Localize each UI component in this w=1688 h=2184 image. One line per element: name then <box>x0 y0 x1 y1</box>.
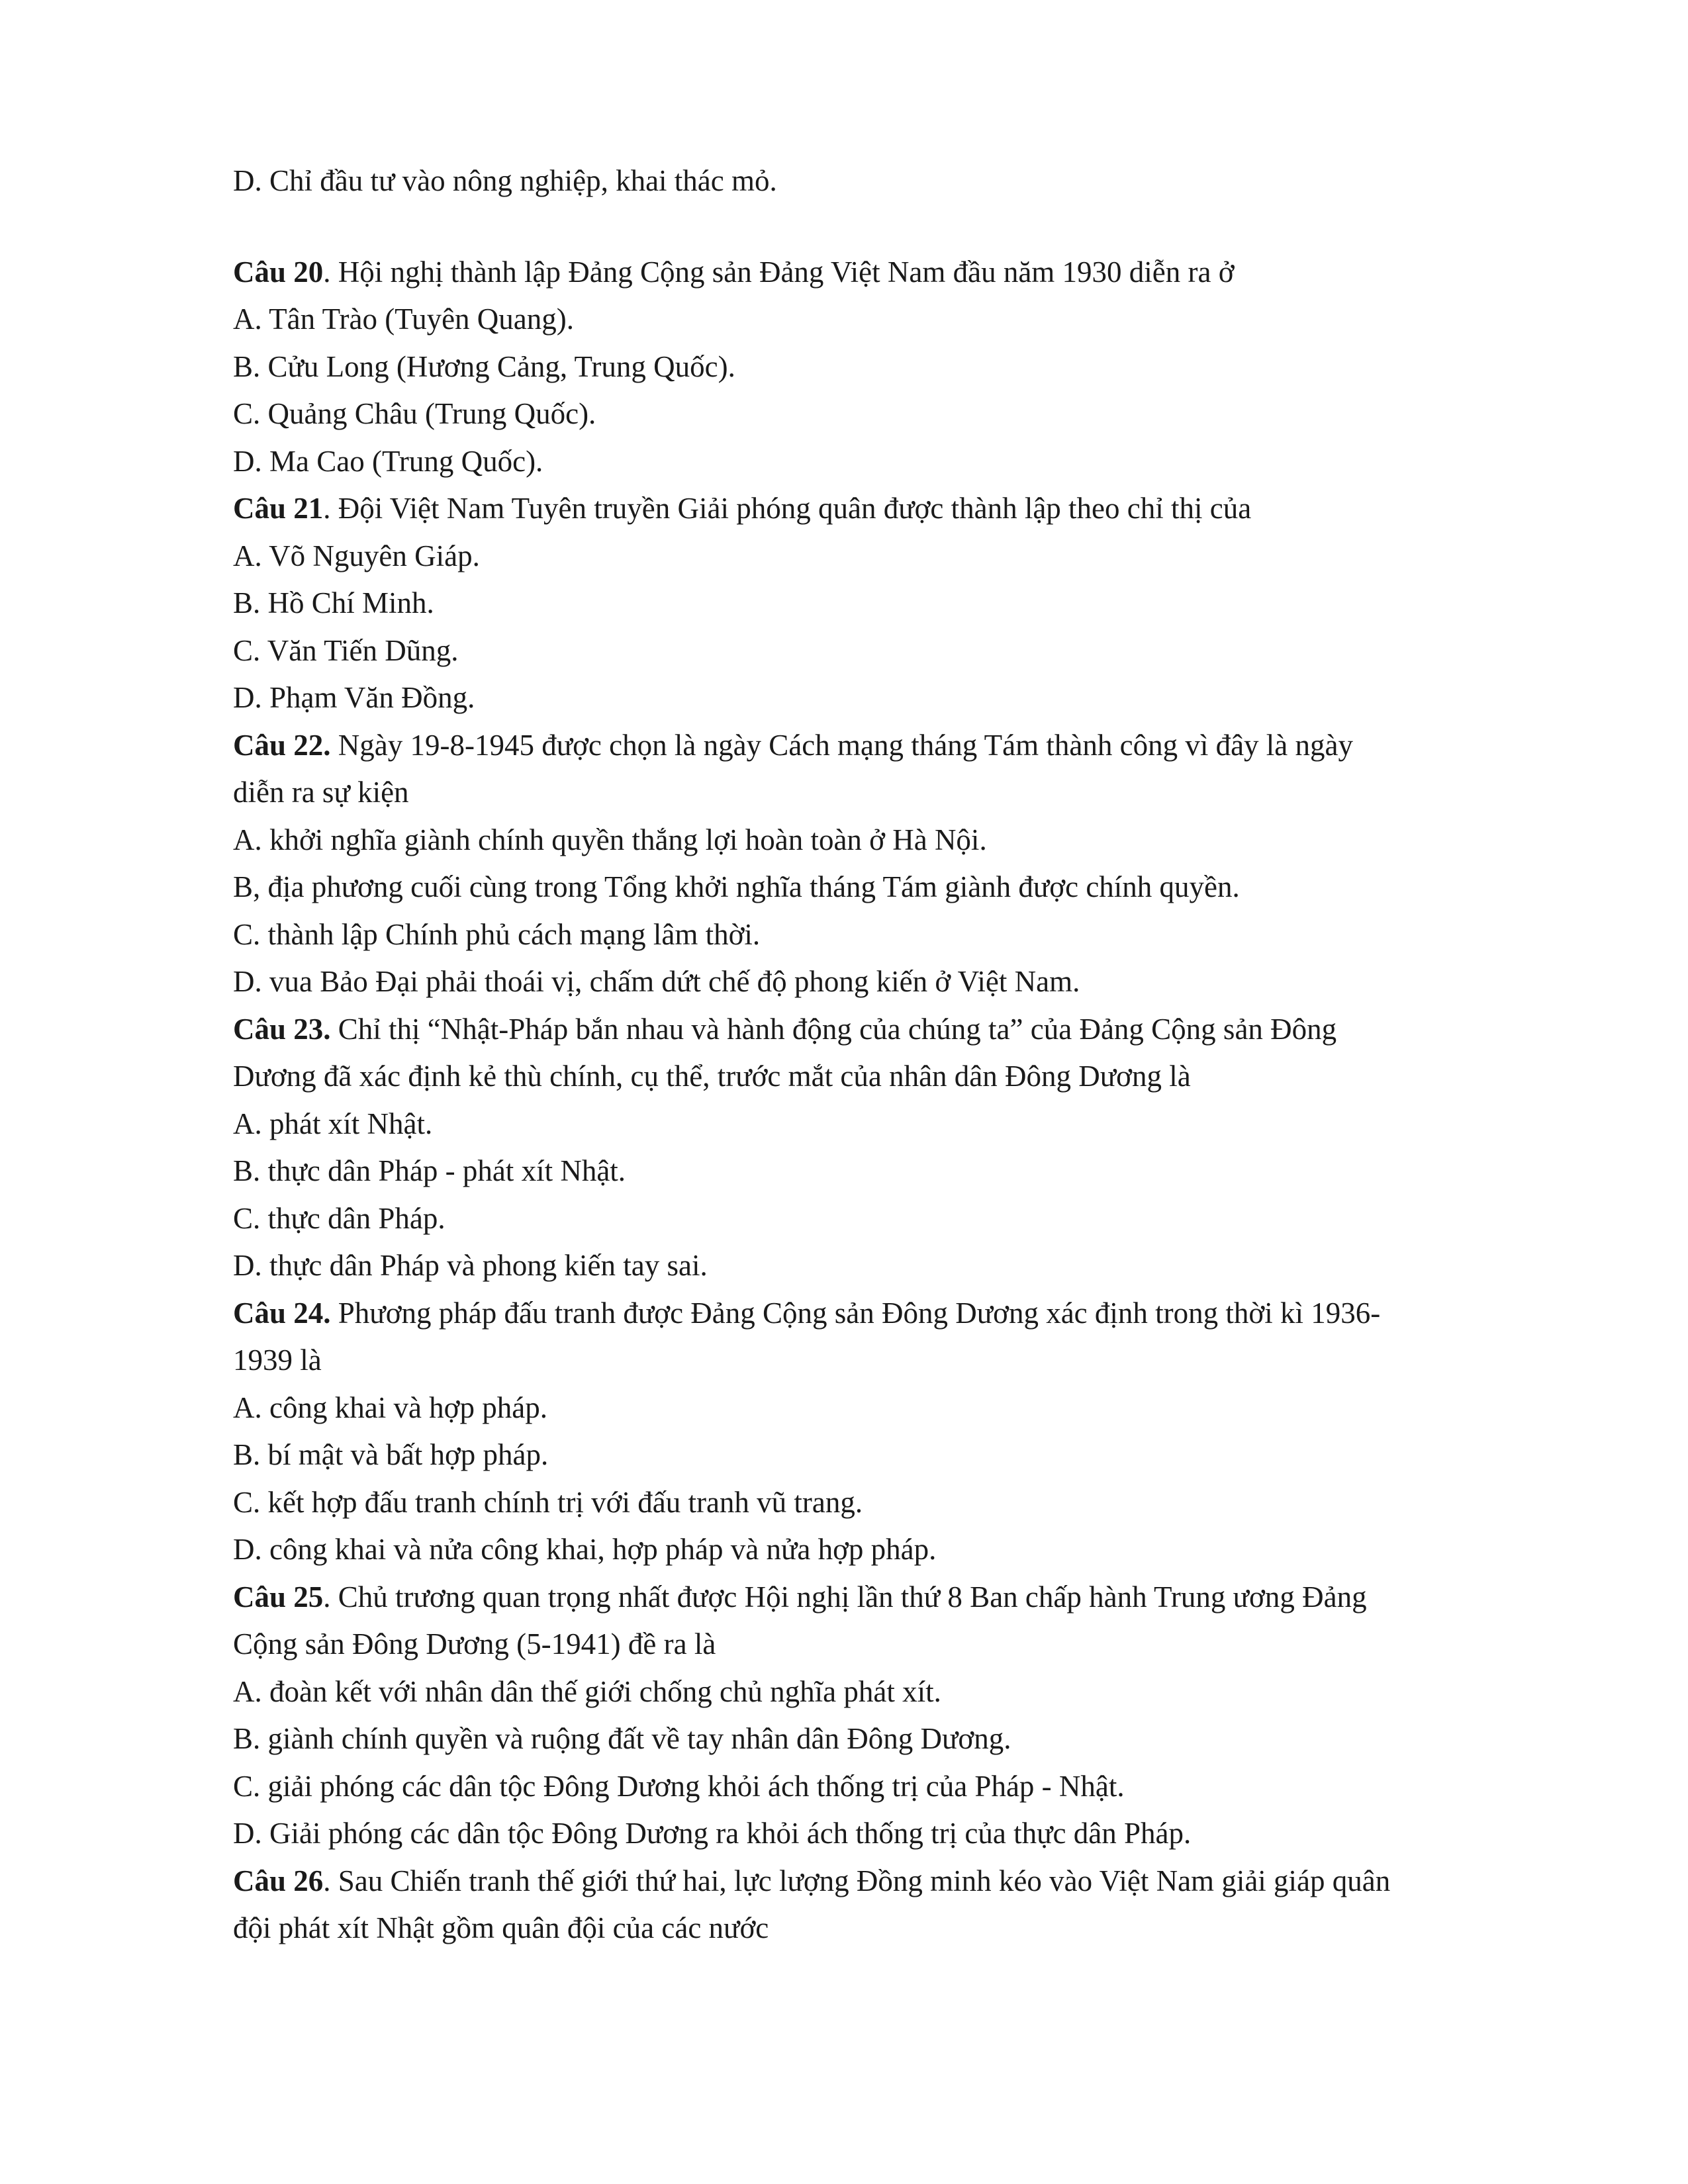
question-stem-continued: diễn ra sự kiện <box>233 776 409 809</box>
answer-option-c: C. giải phóng các dân tộc Đông Dương khỏi ách thống trị của Pháp - Nhật. <box>233 1769 1125 1803</box>
answer-option-c: C. thành lập Chính phủ cách mạng lâm thời. <box>233 917 761 951</box>
question-text: Chỉ thị “Nhật-Pháp bắn nhau và hành động của chúng ta” của Đảng Cộng sản Đông <box>330 1012 1337 1046</box>
question-stem <box>233 1290 1530 1338</box>
answer-option-d: D. Phạm Văn Đồng. <box>233 681 475 714</box>
answer-option-d: D. thực dân Pháp và phong kiến tay sai. <box>233 1249 708 1282</box>
question-text: Phương pháp đấu tranh được Đảng Cộng sản Đông Dương xác định trong thời kì 1936- <box>330 1296 1381 1330</box>
question-20 <box>233 249 1530 486</box>
answer-option-a: A. công khai và hợp pháp. <box>233 1390 547 1424</box>
answer-option-c: C. Quảng Châu (Trung Quốc). <box>233 397 596 430</box>
question-label: Câu 22. <box>233 728 331 762</box>
question-stem-continued: Dương đã xác định kẻ thù chính, cụ thể, trước mắt của nhân dân Đông Dương là <box>233 1060 1191 1093</box>
answer-option-d: D. Ma Cao (Trung Quốc). <box>233 444 543 478</box>
question-23 <box>233 1006 1530 1290</box>
question-label: Câu 24. <box>233 1296 331 1330</box>
answer-option-b: B, địa phương cuối cùng trong Tổng khởi nghĩa tháng Tám giành được chính quyền. <box>233 870 1240 903</box>
answer-option-a: A. Tân Trào (Tuyên Quang). <box>233 302 575 336</box>
answer-option-c: C. kết hợp đấu tranh chính trị với đấu tranh vũ trang. <box>233 1485 863 1519</box>
paragraph-gap <box>233 205 1530 249</box>
question-25 <box>233 1574 1530 1858</box>
answer-option-d: D. vua Bảo Đại phải thoái vị, chấm dứt chế độ phong kiến ở Việt Nam. <box>233 965 1080 998</box>
question-label: Câu 20 <box>233 255 324 289</box>
question-22 <box>233 722 1530 1006</box>
answer-option-b: B. Hồ Chí Minh. <box>233 586 434 619</box>
question-text: . Đội Việt Nam Tuyên truyền Giải phóng quân được thành lập theo chỉ thị của <box>323 492 1252 525</box>
question-stem-continued: Cộng sản Đông Dương (5-1941) đề ra là <box>233 1627 716 1661</box>
question-stem <box>233 1858 1530 1905</box>
question-stem-continued: 1939 là <box>233 1343 322 1377</box>
question-label: Câu 25 <box>233 1580 324 1614</box>
question-stem <box>233 1006 1530 1054</box>
question-text: . Chủ trương quan trọng nhất được Hội nghị lần thứ 8 Ban chấp hành Trung ương Đảng <box>323 1580 1367 1614</box>
answer-option-a: A. phát xít Nhật. <box>233 1107 433 1140</box>
answer-option-a: A. Võ Nguyên Giáp. <box>233 539 480 572</box>
document-body <box>233 158 1530 1952</box>
lead-option: D. Chỉ đầu tư vào nông nghiệp, khai thác mỏ. <box>233 164 777 197</box>
answer-option-b: B. thực dân Pháp - phát xít Nhật. <box>233 1154 626 1187</box>
question-label: Câu 23. <box>233 1012 331 1046</box>
answer-option-d: D. Giải phóng các dân tộc Đông Dương ra khỏi ách thống trị của thực dân Pháp. <box>233 1817 1192 1850</box>
question-21 <box>233 485 1530 722</box>
answer-option-a: A. khởi nghĩa giành chính quyền thắng lợi hoàn toàn ở Hà Nội. <box>233 823 987 856</box>
answer-option-b: B. giành chính quyền và ruộng đất về tay nhân dân Đông Dương. <box>233 1722 1011 1755</box>
question-stem-continued: đội phát xít Nhật gồm quân đội của các nước <box>233 1911 769 1944</box>
question-text: . Sau Chiến tranh thế giới thứ hai, lực lượng Đồng minh kéo vào Việt Nam giải giáp quân <box>323 1864 1391 1897</box>
question-stem <box>233 722 1530 770</box>
question-24 <box>233 1290 1530 1574</box>
answer-option-c: C. thực dân Pháp. <box>233 1201 445 1235</box>
question-stem <box>233 1574 1530 1621</box>
question-stem <box>233 485 1530 533</box>
answer-option-b: B. bí mật và bất hợp pháp. <box>233 1438 549 1471</box>
answer-option-b: B. Cửu Long (Hương Cảng, Trung Quốc). <box>233 349 735 383</box>
question-label: Câu 26 <box>233 1864 324 1897</box>
answer-option-d: D. công khai và nửa công khai, hợp pháp và nửa hợp pháp. <box>233 1533 937 1566</box>
question-stem <box>233 249 1530 296</box>
question-label: Câu 21 <box>233 492 324 525</box>
answer-option-c: C. Văn Tiến Dũng. <box>233 633 459 667</box>
answer-option-a: A. đoàn kết với nhân dân thế giới chống chủ nghĩa phát xít. <box>233 1674 941 1708</box>
question-26 <box>233 1858 1530 1952</box>
question-text: Ngày 19-8-1945 được chọn là ngày Cách mạng tháng Tám thành công vì đây là ngày <box>330 728 1353 762</box>
question-text: . Hội nghị thành lập Đảng Cộng sản Đảng Việt Nam đầu năm 1930 diễn ra ở <box>323 255 1235 289</box>
